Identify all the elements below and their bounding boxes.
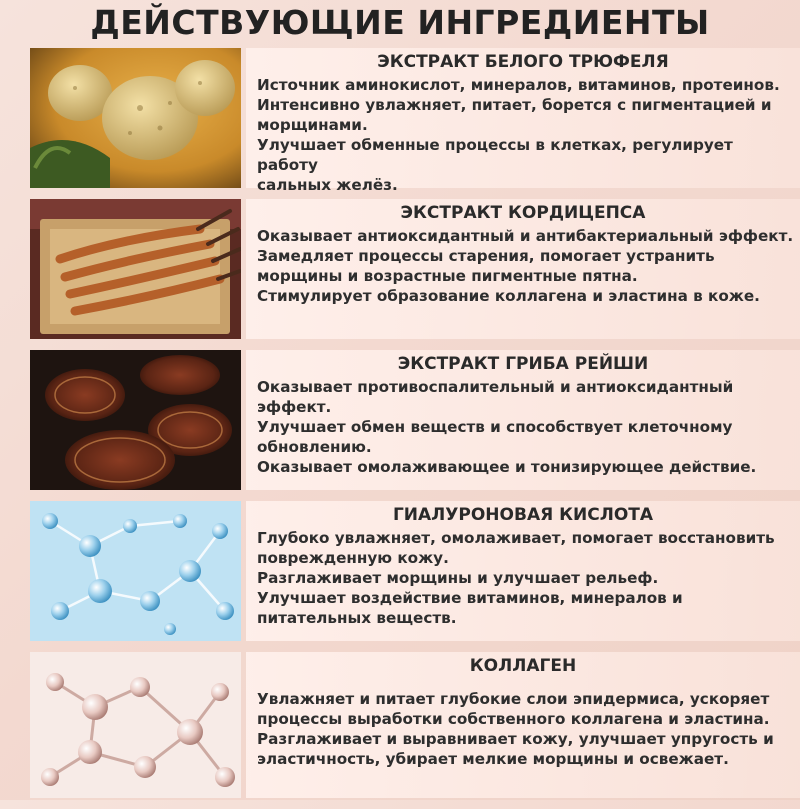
ingredient-text-line: питательных веществ.	[257, 609, 457, 627]
ingredient-text-line: Улучшает воздействие витаминов, минералов и	[257, 589, 683, 607]
ingredient-text-line: морщинами.	[257, 116, 368, 134]
ingredients-list	[30, 48, 800, 809]
ingredient-text-line: Разглаживает и выравнивает кожу, улучшает упругость и	[257, 730, 774, 748]
ingredient-row	[30, 652, 800, 798]
ingredient-row	[30, 48, 800, 194]
ingredient-row	[30, 199, 800, 339]
page-title: ДЕЙСТВУЮЩИЕ ИНГРЕДИЕНТЫ	[90, 3, 710, 42]
ingredient-name: ЭКСТРАКТ КОРДИЦЕПСА	[400, 203, 646, 223]
reishi-mushroom-photo	[30, 350, 241, 490]
collagen-molecules-photo	[30, 652, 241, 798]
ingredient-text-line: Интенсивно увлажняет, питает, борется с пигментацией и	[257, 96, 772, 114]
ingredient-text-line: Улучшает обменные процессы в клетках, регулирует работу	[257, 136, 733, 174]
hyaluronic-molecules-photo	[30, 501, 241, 641]
ingredient-text-line: Разглаживает морщины и улучшает рельеф.	[257, 569, 659, 587]
ingredient-text-line: Глубоко увлажняет, омолаживает, помогает восстановить	[257, 529, 775, 547]
ingredient-card	[246, 199, 800, 339]
ingredient-text-line: Увлажняет и питает глубокие слои эпидермиса, ускоряет	[257, 690, 770, 708]
ingredient-text-line: Замедляет процессы старения, помогает устранить	[257, 247, 715, 265]
ingredient-text-line: Оказывает омолаживающее и тонизирующее действие.	[257, 458, 757, 476]
ingredient-text-line: обновлению.	[257, 438, 372, 456]
ingredient-text-line	[257, 679, 794, 689]
ingredient-card	[246, 501, 800, 641]
ingredient-text-line: Источник аминокислот, минералов, витаминов, протеинов.	[257, 76, 780, 94]
ingredient-text-line: эластичность, убирает мелкие морщины и освежает.	[257, 750, 729, 768]
ingredient-card	[246, 48, 800, 194]
ingredient-name: ЭКСТРАКТ БЕЛОГО ТРЮФЕЛЯ	[377, 52, 669, 72]
white-truffle-photo	[30, 48, 241, 188]
ingredient-row	[30, 350, 800, 490]
ingredient-name: КОЛЛАГЕН	[469, 656, 577, 676]
ingredient-name: ЭКСТРАКТ ГРИБА РЕЙШИ	[397, 354, 649, 374]
ingredient-name: ГИАЛУРОНОВАЯ КИСЛОТА	[392, 505, 654, 525]
ingredient-text-line: Оказывает антиоксидантный и антибактериальный эффект.	[257, 227, 794, 245]
ingredient-text-line: сальных желёз.	[257, 176, 398, 194]
ingredient-text-line: Улучшает обмен веществ и способствует клеточному	[257, 418, 733, 436]
ingredient-text-line: Стимулирует образование коллагена и эластина в коже.	[257, 287, 760, 305]
ingredient-text-line: морщины и возрастные пигментные пятна.	[257, 267, 638, 285]
ingredient-text-line: поврежденную кожу.	[257, 549, 449, 567]
cordyceps-photo	[30, 199, 241, 339]
ingredient-text-line: процессы выработки собственного коллагена и эластина.	[257, 710, 770, 728]
ingredient-card	[246, 350, 800, 490]
ingredient-row	[30, 501, 800, 641]
ingredient-text-line: Оказывает противоспалительный и антиоксидантный эффект.	[257, 378, 734, 416]
ingredient-card	[246, 652, 800, 798]
